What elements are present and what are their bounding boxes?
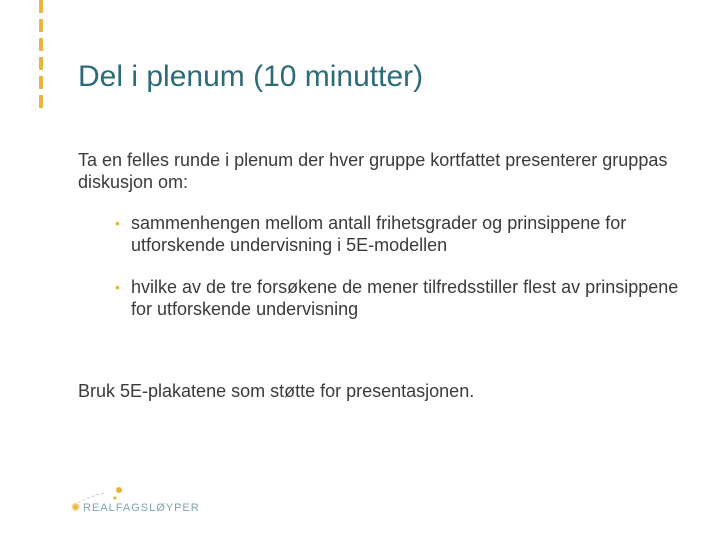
sun-icon: ✺ [71, 502, 81, 514]
slide-body [78, 149, 698, 402]
accent-dash [39, 0, 43, 13]
bullet-dot: • [115, 215, 120, 232]
accent-dash [39, 76, 43, 89]
intro-text: Ta en felles runde i plenum der hver gruppe kortfattet presenterer gruppas diskusjon om: [78, 150, 668, 193]
outro-text: Bruk 5E-plakatene som støtte for presentasjonen. [78, 380, 475, 401]
bullet-item [114, 276, 698, 320]
accent-dash [39, 19, 43, 32]
accent-dash [39, 95, 43, 108]
accent-dash [39, 38, 43, 51]
bullet-list [114, 212, 698, 320]
bullet-item [114, 212, 698, 256]
logo-wordmark: REALFAGSLØYPER [83, 502, 200, 514]
bullet-text: hvilke av de tre forsøkene de mener tilfredsstiller flest av prinsippene for utforskende undervisning [131, 276, 679, 319]
slide-title: Del i plenum (10 minutter) [78, 60, 424, 93]
bullet-text: sammenhengen mellom antall frihetsgrader og prinsippene for utforskende undervisning i 5E-modellen [131, 213, 627, 256]
accent-dash [39, 57, 43, 70]
title-accent-bar [39, 0, 44, 115]
bullet-dot: • [115, 278, 120, 295]
realfagsloyper-logo [70, 485, 200, 525]
